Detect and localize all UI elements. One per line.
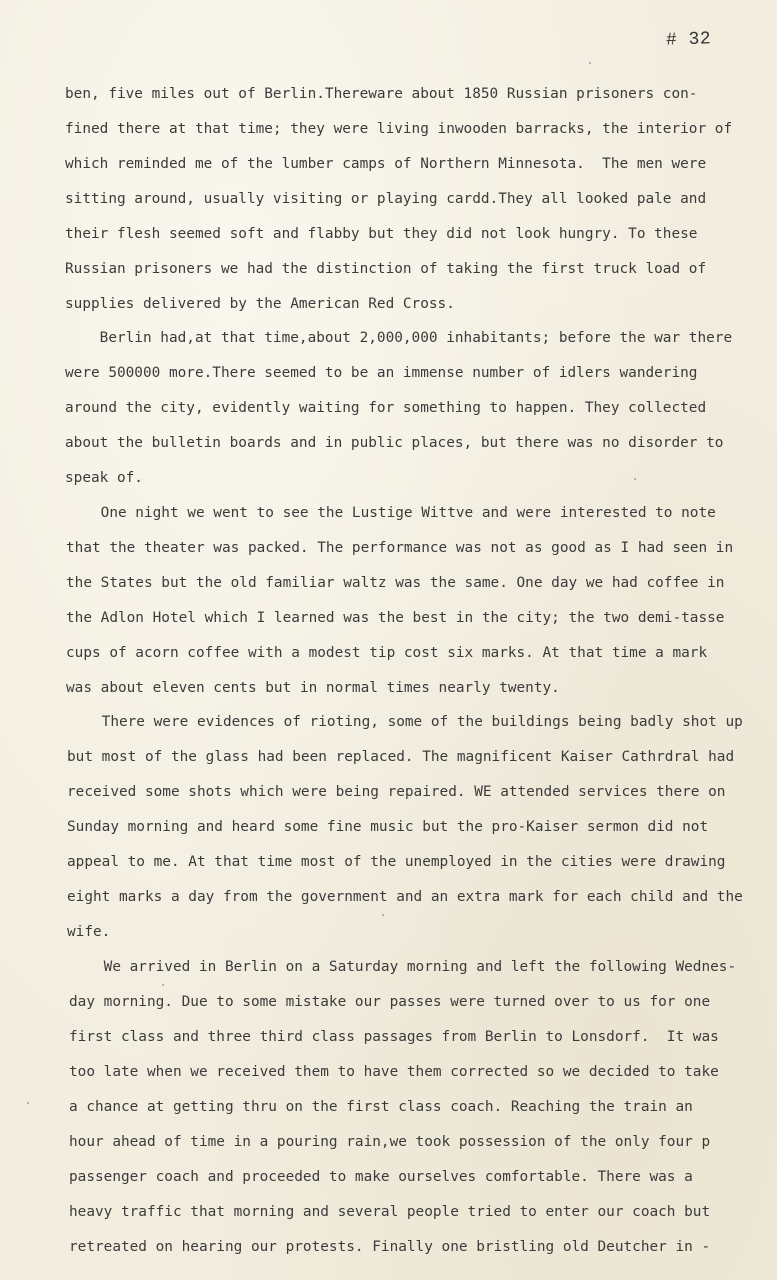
text-line: cups of acorn coffee with a modest tip cost six marks. At that time a mark (66, 645, 708, 661)
text-line: first class and three third class passages from Berlin to Lonsdorf. It was (69, 1029, 719, 1045)
text-line: but most of the glass had been replaced. The magnificent Kaiser Cathrdral had (67, 749, 735, 765)
text-line: hour ahead of time in a pouring rain,we took possession of the only four p (69, 1134, 711, 1150)
paper-speck (382, 914, 384, 916)
text-line: appeal to me. At that time most of the unemployed in the cities were drawing (67, 854, 726, 870)
text-line: was about eleven cents but in normal times nearly twenty. (66, 680, 560, 696)
text-line: were 500000 more.There seemed to be an immense number of idlers wandering (65, 365, 698, 381)
text-line: supplies delivered by the American Red Cross. (65, 296, 455, 312)
paper-speck (634, 478, 636, 480)
paper-speck (27, 1102, 29, 1104)
text-line: day morning. Due to some mistake our passes were turned over to us for one (69, 994, 711, 1010)
text-line: passenger coach and proceeded to make ourselves comfortable. There was a (69, 1169, 693, 1185)
text-line: received some shots which were being repaired. WE attended services there on (67, 784, 726, 800)
text-line: ben, five miles out of Berlin.Thereware about 1850 Russian prisoners con- (65, 86, 698, 102)
text-line: One night we went to see the Lustige Wittve and were interested to note (66, 505, 716, 521)
text-line: the States but the old familiar waltz was the same. One day we had coffee in (66, 575, 725, 591)
text-line: fined there at that time; they were living inwooden barracks, the interior of (65, 121, 733, 137)
text-line: eight marks a day from the government and an extra mark for each child and the (67, 889, 743, 905)
text-line: about the bulletin boards and in public places, but there was no disorder to (65, 435, 724, 451)
text-line: retreated on hearing our protests. Finally one bristling old Deutcher in - (69, 1239, 711, 1255)
text-line: Russian prisoners we had the distinction of taking the first truck load of (65, 261, 707, 277)
text-line: speak of. (65, 470, 143, 486)
text-line: sitting around, usually visiting or playing cardd.They all looked pale and (65, 191, 707, 207)
page-number: # 32 (665, 29, 712, 51)
text-line: heavy traffic that morning and several people tried to enter our coach but (69, 1204, 711, 1220)
text-line: Berlin had,at that time,about 2,000,000 inhabitants; before the war there (65, 330, 733, 346)
text-line: wife. (67, 924, 111, 940)
text-line: We arrived in Berlin on a Saturday morning and left the following Wednes- (69, 959, 737, 975)
text-line: too late when we received them to have them corrected so we decided to take (69, 1064, 719, 1080)
paper-speck (589, 62, 591, 64)
text-line: the Adlon Hotel which I learned was the best in the city; the two demi-tasse (66, 610, 725, 626)
text-line: that the theater was packed. The performance was not as good as I had seen in (66, 540, 734, 556)
text-line: There were evidences of rioting, some of the buildings being badly shot up (67, 714, 743, 730)
text-line: Sunday morning and heard some fine music but the pro-Kaiser sermon did not (67, 819, 709, 835)
text-line: their flesh seemed soft and flabby but they did not look hungry. To these (65, 226, 698, 242)
text-line: around the city, evidently waiting for something to happen. They collected (65, 400, 707, 416)
text-line: a chance at getting thru on the first class coach. Reaching the train an (69, 1099, 693, 1115)
text-line: which reminded me of the lumber camps of Northern Minnesota. The men were (65, 156, 707, 172)
paper-speck (162, 984, 164, 986)
